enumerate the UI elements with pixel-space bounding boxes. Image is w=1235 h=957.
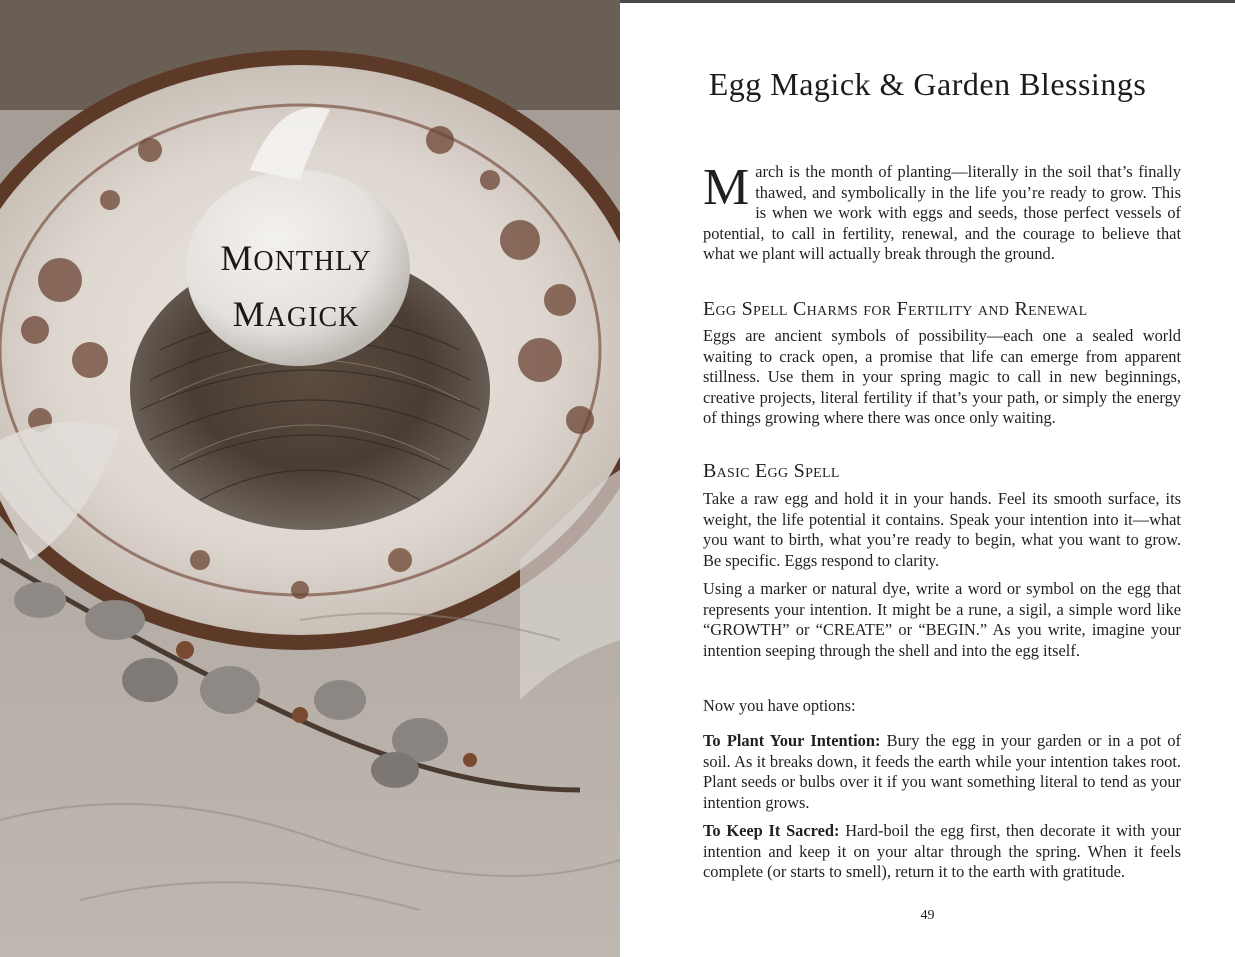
intro-paragraph: March is the month of planting—literally in the soil that’s finally thawed, and symbolically in the life you’re ready to grow. This is when we work with eggs and seeds, those perfect vessels of potential, to call in fertility, renewal, and the courage to believe that what we plant will actually break through the ground. (703, 159, 1181, 264)
monthly-magick-label (196, 232, 396, 344)
section2-paragraph-2: Using a marker or natural dye, write a word or symbol on the egg that represents your intention. It might be a rune, a sigil, a simple word like “GROWTH” or “CREATE” or “BEGIN.” As you write, imagine your intention seeping through the shell and into the egg itself. (703, 579, 1181, 660)
monthly-magick-line2: MAGICK (232, 294, 360, 334)
page-title: Egg Magick & Garden Blessings (708, 66, 1147, 102)
section2-paragraph-1: Take a raw egg and hold it in your hands. Feel its smooth surface, its weight, the life potential it contains. Speak your intention into it—what you want to birth, what you’re ready to begin, what you want to grow. Be specific. Eggs respond to clarity. (703, 489, 1181, 570)
monthly-magick-line1: MONTHLY (220, 238, 372, 278)
option-keep-sacred: To Keep It Sacred: Hard-boil the egg first, then decorate it with your intention and keep it on your altar through the spring. When it feels complete (or starts to smell), return it to the earth with gratitude. (703, 821, 1181, 882)
option-plant-intention: To Plant Your Intention: Bury the egg in your garden or in a pot of soil. As it breaks down, it feeds the earth while your intention takes root. Plant seeds or bulbs over it if you want something literal to tend as your intention grows. (703, 731, 1181, 812)
section2-heading: Basic Egg Spell (703, 460, 840, 482)
options-intro: Now you have options: (703, 696, 856, 715)
page-number: 49 (920, 908, 935, 923)
section1-heading: Egg Spell Charms for Fertility and Renewal (703, 298, 1088, 320)
drop-cap: M (703, 159, 750, 216)
section1-paragraph: Eggs are ancient symbols of possibility—each one a sealed world waiting to crack open, a promise that life can emerge from apparent stillness. Use them in your spring magic to call in new beginnings, creative projects, literal fertility if that’s your path, or simply the energy of things growing where there was once only waiting. (703, 326, 1181, 428)
text-page (620, 0, 1235, 957)
